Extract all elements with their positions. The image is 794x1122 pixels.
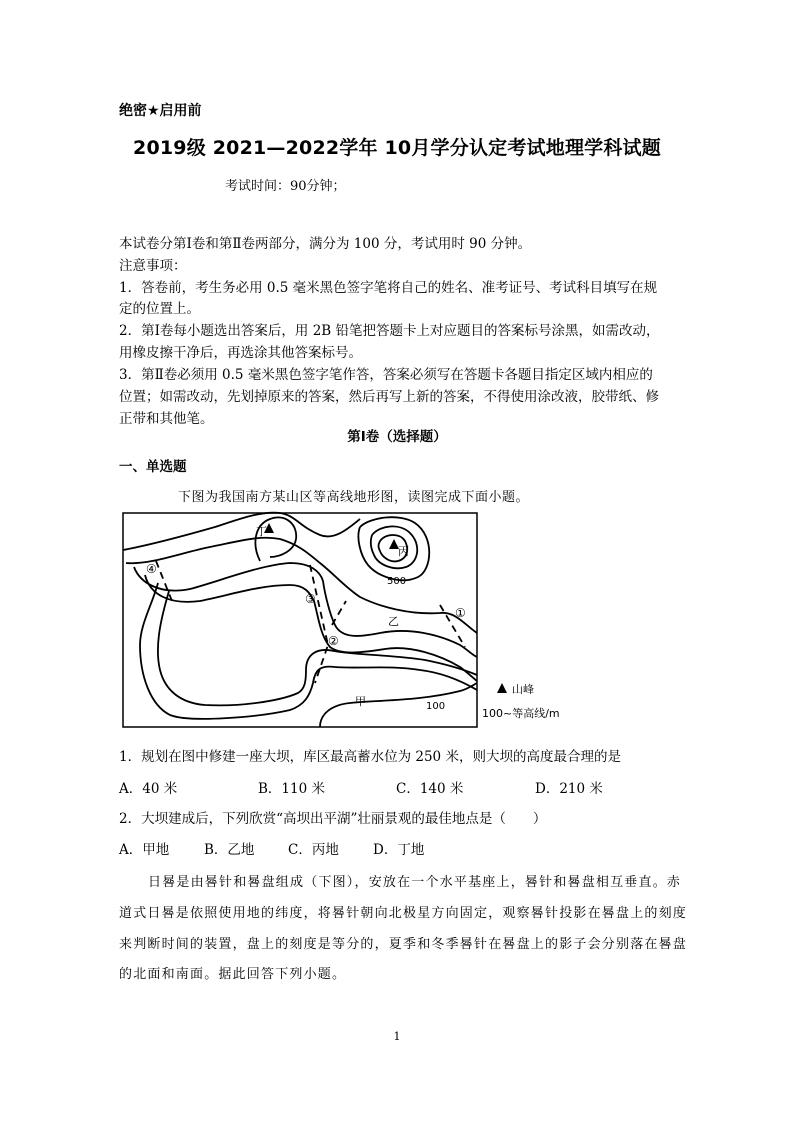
label-dam-4: ④ bbox=[146, 562, 157, 576]
label-dam-3: ③ bbox=[305, 592, 316, 606]
label-dam-1: ① bbox=[455, 606, 466, 620]
notice-line: 2．第Ⅰ卷每小题选出答案后，用 2B 铅笔把答题卡上对应题目的答案标号涂黑，如需改动， bbox=[119, 323, 660, 339]
question-2-option-b[interactable]: B．乙地 bbox=[204, 842, 255, 858]
question-2-option-a[interactable]: A．甲地 bbox=[119, 842, 170, 858]
sundial-paragraph-line: 来判断时间的装置，盘上的刻度是等分的，夏季和冬季晷针在晷盘上的影子会分别落在晷盘 bbox=[119, 937, 688, 952]
notice-line: 用橡皮擦干净后，再选涂其他答案标号。 bbox=[119, 345, 362, 361]
contour-map bbox=[110, 505, 580, 735]
notice-label: 注意事项： bbox=[119, 258, 187, 274]
label-jia: 甲 bbox=[355, 695, 366, 708]
sundial-paragraph-line: 的北面和南面。据此回答下列小题。 bbox=[119, 967, 347, 982]
legend-peak-icon bbox=[497, 683, 507, 693]
question-2-option-c[interactable]: C．丙地 bbox=[288, 842, 339, 858]
question-2-option-d[interactable]: D．丁地 bbox=[373, 842, 425, 858]
question-1-option-d[interactable]: D．210 米 bbox=[535, 781, 603, 797]
paper-intro: 本试卷分第Ⅰ卷和第Ⅱ卷两部分，满分为 100 分，考试用时 90 分钟。 bbox=[119, 236, 532, 252]
notice-line: 3．第Ⅱ卷必须用 0.5 毫米黑色签字笔作答，答案必须写在答题卡各题目指定区域内相应的 bbox=[119, 367, 653, 383]
section-title: 第Ⅰ卷（选择题） bbox=[347, 429, 447, 445]
notice-line: 定的位置上。 bbox=[119, 301, 200, 317]
question-2-stem: 2．大坝建成后，下列欣赏“高坝出平湖”壮丽景观的最佳地点是（ ） bbox=[119, 811, 547, 827]
sundial-paragraph-line: 日晷是由晷针和晷盘组成（下图），安放在一个水平基座上，晷针和晷盘相互垂直。赤 bbox=[148, 875, 682, 890]
question-1-stem: 1．规划在图中修建一座大坝，库区最高蓄水位为 250 米，则大坝的高度最合理的是 bbox=[119, 749, 621, 765]
exam-title: 2019级 2021—2022学年 10月学分认定考试地理学科试题 bbox=[133, 137, 661, 159]
label-contour-100: 100 bbox=[426, 701, 446, 712]
legend-contour: 100~等高线/m bbox=[482, 707, 560, 720]
sundial-paragraph-line: 道式日晷是依照使用地的纬度，将晷针朝向北极星方向固定，观察晷针投影在晷盘上的刻度 bbox=[119, 906, 688, 921]
question-1-option-b[interactable]: B．110 米 bbox=[258, 781, 325, 797]
question-1-option-c[interactable]: C．140 米 bbox=[396, 781, 464, 797]
label-ding: 丁 bbox=[256, 525, 267, 538]
confidential-label: 绝密★启用前 bbox=[119, 103, 202, 119]
legend-peak: 山峰 bbox=[512, 683, 534, 696]
question-type-heading: 一、单选题 bbox=[119, 459, 187, 475]
notice-line: 正带和其他笔。 bbox=[119, 411, 214, 427]
exam-time: 考试时间：90分钟； bbox=[225, 179, 346, 194]
page-number: 1 bbox=[393, 1030, 401, 1043]
label-contour-500: 500 bbox=[387, 576, 407, 587]
map-intro: 下图为我国南方某山区等高线地形图，读图完成下面小题。 bbox=[178, 490, 530, 505]
label-bing: 丙 bbox=[398, 545, 409, 558]
label-yi: 乙 bbox=[388, 615, 399, 628]
question-1-option-a[interactable]: A．40 米 bbox=[119, 781, 178, 797]
label-dam-2: ② bbox=[328, 634, 339, 648]
notice-line: 位置；如需改动，先划掉原来的答案，然后再写上新的答案，不得使用涂改液，胶带纸、修 bbox=[119, 389, 659, 405]
notice-line: 1．答卷前，考生务必用 0.5 毫米黑色签字笔将自己的姓名、准考证号、考试科目填写在规 bbox=[119, 280, 658, 296]
